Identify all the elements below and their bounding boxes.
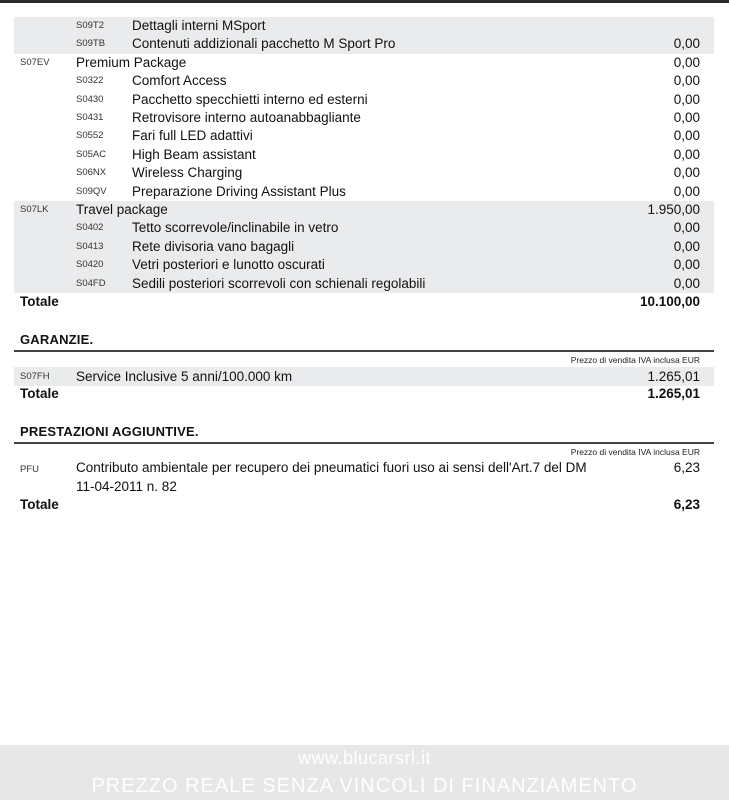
option-price: 0,00 [673, 257, 700, 273]
option-description: Sedili posteriori scorrevoli con schienali regolabili [132, 275, 426, 291]
option-description: Fari full LED adattivi [132, 128, 253, 144]
option-price: 0,00 [673, 128, 700, 144]
garanzie-total-label: Totale [20, 386, 59, 401]
option-description: Comfort Access [132, 73, 227, 89]
option-price: 0,00 [673, 183, 700, 199]
prestazioni-item-row [14, 458, 714, 498]
garanzie-item-desc: Service Inclusive 5 anni/100.000 km [76, 369, 293, 384]
website-watermark: www.blucarsrl.it [297, 748, 432, 768]
top-border [0, 0, 729, 3]
option-price: 0,00 [673, 275, 700, 291]
garanzie-item-row [14, 367, 714, 386]
option-price: 0,00 [673, 238, 700, 254]
option-price: 0,00 [673, 165, 700, 181]
option-code: S07LK [20, 204, 49, 215]
option-description: Vetri posteriori e lunotto oscurati [132, 257, 325, 273]
option-code: S07EV [20, 56, 50, 68]
option-row [14, 164, 714, 182]
option-price: 0,00 [673, 73, 700, 89]
option-code: S04FD [76, 277, 106, 289]
option-description: Rete divisoria vano bagagli [132, 238, 295, 254]
option-code: S0402 [76, 222, 104, 234]
option-code: S0552 [76, 130, 104, 142]
option-code: S0413 [76, 240, 104, 252]
option-code: S0431 [76, 112, 104, 123]
option-row [14, 72, 714, 90]
garanzie-item-price: 1.265,01 [647, 369, 700, 384]
garanzie-item-code: S07FH [20, 371, 50, 382]
option-description: High Beam assistant [132, 146, 256, 162]
option-row [14, 91, 714, 109]
prestazioni-title: PRESTAZIONI AGGIUNTIVE. [20, 424, 199, 439]
option-code: S05AC [76, 148, 107, 160]
garanzie-divider [14, 350, 714, 352]
option-description: Contenuti addizionali pacchetto M Sport Pro [132, 36, 396, 52]
option-code: S06NX [76, 167, 107, 179]
prestazioni-item-code: PFU [20, 464, 39, 475]
option-row [14, 109, 714, 127]
option-row [14, 219, 714, 237]
option-price: 0,00 [673, 91, 700, 107]
option-code: S0430 [76, 93, 104, 105]
prestazioni-total-row [14, 496, 714, 514]
prestazioni-total-label: Totale [20, 497, 59, 512]
garanzie-column-header: Prezzo di vendita IVA inclusa EUR [570, 355, 700, 365]
options-total-row [14, 293, 714, 311]
option-description: Travel package [76, 202, 168, 217]
option-description: Retrovisore interno autoanabbagliante [132, 110, 361, 125]
option-description: Pacchetto specchietti interno ed esterni [132, 91, 368, 107]
option-code: S09T2 [76, 20, 104, 31]
option-row [14, 35, 714, 53]
option-description: Premium Package [76, 54, 187, 70]
option-row [14, 17, 714, 35]
option-code: S0420 [76, 259, 104, 271]
option-price: 0,00 [673, 36, 700, 52]
option-price: 1.950,00 [647, 202, 700, 217]
option-row [14, 201, 714, 219]
prestazioni-item-desc: Contributo ambientale per recupero dei pneumatici fuori uso ai sensi dell'Art.7 del DM 11-04-2011 n. 82 [76, 460, 587, 494]
option-description: Wireless Charging [132, 165, 243, 181]
option-price: 0,00 [673, 110, 700, 125]
garanzie-title: GARANZIE. [20, 332, 94, 347]
options-total-label: Totale [20, 294, 59, 309]
prestazioni-item-price: 6,23 [673, 460, 700, 475]
option-price: 0,00 [673, 54, 700, 70]
option-code: S09QV [76, 185, 107, 197]
prestazioni-divider [14, 442, 714, 444]
option-row [14, 54, 714, 72]
watermark-banner [0, 745, 729, 800]
option-description: Dettagli interni MSport [132, 18, 266, 33]
option-row [14, 146, 714, 164]
prestazioni-total-value: 6,23 [673, 497, 700, 512]
price-claim-watermark: PREZZO REALE SENZA VINCOLI DI FINANZIAMENTO [91, 775, 638, 797]
option-row [14, 275, 714, 293]
options-total-value: 10.100,00 [639, 294, 700, 309]
garanzie-total-row [14, 385, 714, 403]
option-row [14, 256, 714, 274]
option-description: Tetto scorrevole/inclinabile in vetro [132, 220, 339, 236]
option-code: S0322 [76, 75, 104, 87]
option-description: Preparazione Driving Assistant Plus [132, 183, 346, 199]
option-row [14, 238, 714, 256]
option-code: S09TB [76, 38, 106, 50]
prestazioni-column-header: Prezzo di vendita IVA inclusa EUR [570, 447, 700, 457]
option-row [14, 127, 714, 145]
option-row [14, 183, 714, 201]
option-price: 0,00 [673, 220, 700, 236]
garanzie-total-value: 1.265,01 [647, 386, 700, 401]
option-price: 0,00 [673, 146, 700, 162]
